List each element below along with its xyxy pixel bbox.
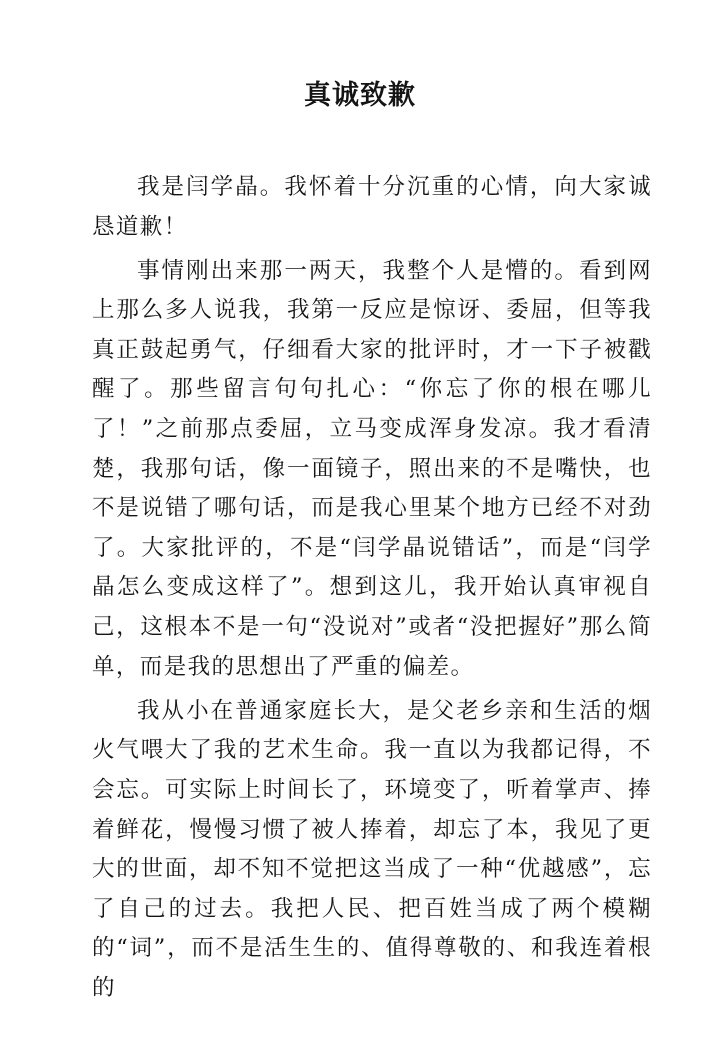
paragraph: 我从小在普通家庭长大，是父老乡亲和生活的烟火气喂大了我的艺术生命。我一直以为我都记得，不会忘。可实际上时间长了，环境变了，听着掌声、捧着鲜花，慢慢习惯了被人捧着，却忘了本，我见了更大的世面，却不知不觉把这当成了一种“优越感”，忘了自己的过去。我把人民、把百姓当成了两个模糊的“词”，而不是活生生的、值得尊敬的、和我连着根的	[92, 697, 652, 1001]
document-body	[92, 168, 652, 1013]
document-title: 真诚致歉	[304, 80, 416, 111]
paragraph: 事情刚出来那一两天，我整个人是懵的。看到网上那么多人说我，我第一反应是惊讶、委屈，但等我真正鼓起勇气，仔细看大家的批评时，才一下子被戳醒了。那些留言句句扎心：“你忘了你的根在哪儿了！”之前那点委屈，立马变成浑身发凉。我才看清楚，我那句话，像一面镜子，照出来的不是嘴快，也不是说错了哪句话，而是我心里某个地方已经不对劲了。大家批评的，不是“闫学晶说错话”，而是“闫学晶怎么变成这样了”。想到这儿，我开始认真审视自己，这根本不是一句“没说对”或者“没把握好”那么简单，而是我的思想出了严重的偏差。	[92, 257, 652, 680]
paragraph: 我是闫学晶。我怀着十分沉重的心情，向大家诚恳道歉！	[92, 174, 652, 240]
